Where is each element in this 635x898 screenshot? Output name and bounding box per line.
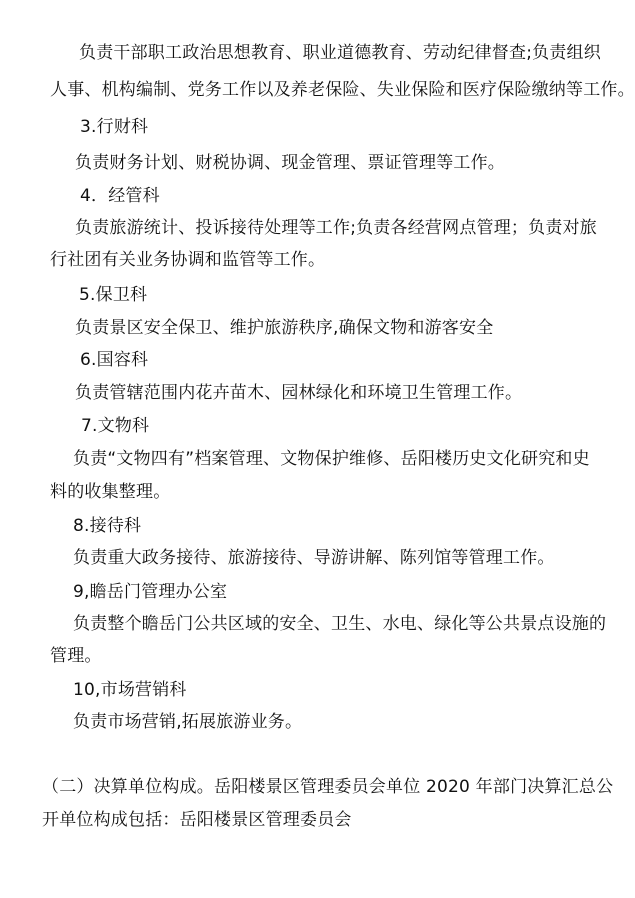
- duty-text-line: 负责市场营销,拓展旅游业务。: [73, 712, 303, 732]
- duty-text-line: 行社团有关业务协调和监管等工作。: [50, 250, 326, 270]
- section-heading: 7.文物科: [81, 416, 150, 436]
- section-paragraph: 开单位构成包括：岳阳楼景区管理委员会: [42, 810, 352, 830]
- section-heading: 5.保卫科: [79, 285, 148, 305]
- duty-text-line: 负责重大政务接待、旅游接待、导游讲解、陈列馆等管理工作。: [73, 548, 555, 568]
- duty-text-line: 负责景区安全保卫、维护旅游秩序,确保文物和游客安全: [75, 318, 494, 338]
- section-paragraph: （二）决算单位构成。岳阳楼景区管理委员会单位 2020 年部门决算汇总公: [42, 777, 614, 797]
- duty-text-line: 管理。: [50, 646, 102, 666]
- section-heading: 6.国容科: [80, 350, 149, 370]
- duty-text-line: 负责干部职工政治思想教育、职业道德教育、劳动纪律督查;负责组织: [79, 43, 601, 63]
- duty-text-line: 负责财务计划、财税协调、现金管理、票证管理等工作。: [75, 153, 505, 173]
- duty-text-line: 负责整个瞻岳门公共区域的安全、卫生、水电、绿化等公共景点设施的: [73, 614, 607, 634]
- duty-text-line: 负责“文物四有”档案管理、文物保护维修、岳阳楼历史文化研究和史: [73, 449, 590, 469]
- section-heading: 8.接待科: [73, 516, 142, 536]
- section-heading: 3.行财科: [80, 117, 149, 137]
- section-heading: 9,瞻岳门管理办公室: [73, 582, 228, 602]
- duty-text-line: 人事、机构编制、党务工作以及养老保险、失业保险和医疗保险缴纳等工作。: [50, 80, 635, 100]
- duty-text-line: 负责管辖范围内花卉苗木、园林绿化和环境卫生管理工作。: [75, 383, 523, 403]
- section-heading: 4．经管科: [80, 186, 160, 206]
- section-heading: 10,市场营销科: [73, 680, 187, 700]
- duty-text-line: 料的收集整理。: [50, 482, 171, 502]
- duty-text-line: 负责旅游统计、投诉接待处理等工作;负责各经营网点管理；负责对旅: [75, 218, 597, 238]
